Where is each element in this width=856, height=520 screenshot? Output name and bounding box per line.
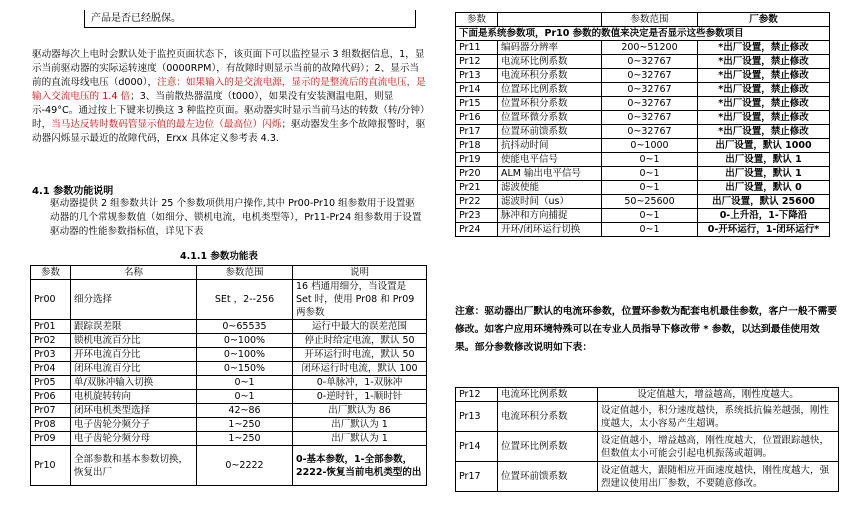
param-code: Pr24 [456, 223, 498, 237]
param-name: 电子齿轮分频分母 [71, 432, 197, 446]
param-range: 0~32767 [602, 125, 698, 139]
param-default: *出厂设置，禁止修改 [698, 69, 830, 83]
param-default: 出厂设置，默认 1000 [698, 139, 830, 153]
param-name: 开环电流百分比 [71, 348, 197, 362]
param-range: SEt ，2--256 [197, 280, 293, 320]
table-row [456, 432, 839, 462]
param-default: 出厂设置，默认 0 [698, 181, 830, 195]
param-default: *出厂设置，禁止修改 [698, 97, 830, 111]
param-name: 滤波使能 [498, 181, 602, 195]
param-range: 0~150% [197, 362, 293, 376]
param-range: 200~51200 [602, 41, 698, 55]
param-code: Pr21 [456, 181, 498, 195]
param-name: 电流环积分系数 [498, 402, 598, 432]
param-range: 0~1 [197, 376, 293, 390]
param-range: 0~1 [197, 390, 293, 404]
param-code: Pr07 [31, 404, 71, 418]
intro-text-3: ；驱动器发生多个故障报警时，驱动器闪烁显示最近的故障代码，Erxx 具体定义参考表 4.3. [32, 119, 426, 144]
table-row [456, 388, 839, 402]
table2-header-default: 厂参数 [698, 13, 830, 27]
param-name: 闭环电流百分比 [71, 362, 197, 376]
table-row [31, 418, 427, 432]
table-row [31, 334, 427, 348]
table2-header-name [498, 13, 602, 27]
table-row [456, 41, 830, 55]
param-default: 0-开环运行，1-闭环运行* [698, 223, 830, 237]
param-name: 电流环积分系数 [498, 69, 602, 83]
param-name: 电机旋转转向 [71, 390, 197, 404]
param-range: 1~250 [197, 418, 293, 432]
param-range: 0~1 [602, 181, 698, 195]
param-desc: 闭环运行时电流，默认 100 [293, 362, 427, 376]
table2-note: 下面是系统参数项，Pr10 参数的数值来决定是否显示这些参数项目 [456, 27, 830, 41]
param-range: 0~32767 [602, 111, 698, 125]
table1-header-row [31, 266, 427, 280]
table-row [456, 125, 830, 139]
table-row [31, 404, 427, 418]
param-name: 位置环微分系数 [498, 111, 602, 125]
table-row [456, 83, 830, 97]
param-desc: 16 档通用细分，当设置是 Set 时，使用 Pr08 和 Pr09 两参数 [293, 280, 427, 320]
table1-caption: 4.1.1 参数功能表 [180, 251, 258, 262]
table-row [456, 195, 830, 209]
param-code: Pr17 [456, 462, 498, 492]
param-code: Pr01 [31, 320, 71, 334]
param-range: 0~1 [602, 153, 698, 167]
table-row [456, 209, 830, 223]
param-default: 0-上升沿，1-下降沿 [698, 209, 830, 223]
param-default: *出厂设置，禁止修改 [698, 125, 830, 139]
intro-text-1: 驱动器每次上电时会默认处于监控页面状态下，该页面下可以监控显示 3 组数据信息，1，显示当前驱动器的实际运转速度（0000RPM），有故障时则显示当前的故障代码）；2、显示当前的直流母线电压（d000）， [32, 49, 425, 88]
param-desc: 0-逆时针，1-顺时针 [293, 390, 427, 404]
table2-header-range: 参数范围 [602, 13, 698, 27]
param-name: ALM 输出电平信号 [498, 167, 602, 181]
table-row [31, 432, 427, 446]
parameter-notes-table [455, 387, 839, 492]
param-code: Pr03 [31, 348, 71, 362]
param-code: Pr13 [456, 402, 498, 432]
param-code: Pr14 [456, 432, 498, 462]
table-row [456, 181, 830, 195]
param-range: 0~65535 [197, 320, 293, 334]
table-row [31, 390, 427, 404]
param-code: Pr02 [31, 334, 71, 348]
param-explanation: 设定值越大，增益越高，刚性度越大。 [598, 388, 839, 402]
section-paragraph: 驱动器提供 2 组参数共计 25 个参数项供用户操作,其中 Pr00-Pr10 组参数用于设置驱动器的几个常规参数值（如细分、锁机电流，电机类型等），Pr11-Pr24 组参数用于设置驱动器的性能参数指标值，详见下表 [50, 198, 422, 237]
param-name: 使能电平信号 [498, 153, 602, 167]
param-default: 出厂设置，默认 1 [698, 167, 830, 181]
param-name: 锁机电流百分比 [71, 334, 197, 348]
intro-note-red-2: 当马达反转时数码管显示值的最左边位（最高位）闪烁 [51, 119, 282, 130]
param-code: Pr00 [31, 280, 71, 320]
param-name: 滤波时间（us） [498, 195, 602, 209]
param-code: Pr22 [456, 195, 498, 209]
param-code: Pr05 [31, 376, 71, 390]
param-range: 0~32767 [602, 97, 698, 111]
param-code: Pr17 [456, 125, 498, 139]
param-name: 位置环前馈系数 [498, 462, 598, 492]
table-row [456, 139, 830, 153]
table-row [31, 320, 427, 334]
table-row [456, 153, 830, 167]
param-range: 0~100% [197, 334, 293, 348]
param-default: *出厂设置，禁止修改 [698, 55, 830, 69]
param-explanation: 设定值越大，跟随相应开面速度越快，刚性度越大，强烈建议使用出厂参数，不要随意修改。 [598, 462, 839, 492]
param-explanation: 设定值越小，增益越高，刚性度越大，位置跟踪越快，但数值太小可能会引起电机振荡或超调。 [598, 432, 839, 462]
param-code: Pr06 [31, 390, 71, 404]
table-row [456, 402, 839, 432]
table-row [456, 462, 839, 492]
param-name: 电子齿轮分频分子 [71, 418, 197, 432]
param-code: Pr23 [456, 209, 498, 223]
param-range: 0~32767 [602, 83, 698, 97]
param-default: *出厂设置，禁止修改 [698, 41, 830, 55]
param-range: 0~32767 [602, 69, 698, 83]
param-code: Pr11 [456, 41, 498, 55]
note-paragraph: 注意：驱动器出厂默认的电流环参数，位置环参数为配套电机最佳参数，客户一般不需要修改。如客户应用环境特殊可以在专业人员指导下修改带 * 参数，以达到最佳使用效果。部分参数修改说明如下表： [455, 306, 838, 353]
param-range: 1~250 [197, 432, 293, 446]
table1-header-desc: 说明 [293, 266, 427, 280]
param-name: 闭环电机类型选择 [71, 404, 197, 418]
table-row [456, 167, 830, 181]
intro-paragraph [32, 48, 426, 146]
param-code: Pr04 [31, 362, 71, 376]
param-name: 位置环比例系数 [498, 83, 602, 97]
table1-header-param: 参数 [31, 266, 71, 280]
top-box [84, 10, 416, 28]
param-name: 位置环比例系数 [498, 432, 598, 462]
table-row [456, 55, 830, 69]
table2-note-row [456, 27, 830, 41]
table-row [31, 348, 427, 362]
param-range: 0~1000 [602, 139, 698, 153]
param-code: Pr12 [456, 55, 498, 69]
table-row [31, 362, 427, 376]
param-name: 位置环前馈系数 [498, 125, 602, 139]
param-name: 单/双脉冲输入切换 [71, 376, 197, 390]
param-default: 出厂设置，默认 1 [698, 153, 830, 167]
param-desc: 开环运行时电流，默认 50 [293, 348, 427, 362]
param-name: 跟踪误差限 [71, 320, 197, 334]
param-name: 抗抖动时间 [498, 139, 602, 153]
table2-header-row [456, 13, 830, 27]
table-row [456, 111, 830, 125]
intro-note-red-1: 注意：如果输入的是交流电源，显示的是整流后的直流电压，是输入交流电压的 1.4 倍 [32, 77, 426, 102]
param-name: 电流环比例系数 [498, 388, 598, 402]
param-desc: 出厂默认为 1 [293, 432, 427, 446]
table-row [31, 376, 427, 390]
param-code: Pr12 [456, 388, 498, 402]
top-box-text: 产品是否已经脱保。 [91, 13, 181, 24]
param-desc: 出厂默认为 86 [293, 404, 427, 418]
param-range: 0~1 [602, 209, 698, 223]
table-row [31, 446, 427, 486]
param-default: 出厂设置，默认 25600 [698, 195, 830, 209]
param-desc: 运行中最大的误差范围 [293, 320, 427, 334]
param-code: Pr10 [31, 446, 71, 486]
param-code: Pr19 [456, 153, 498, 167]
param-name: 编码器分辨率 [498, 41, 602, 55]
param-range: 0~1 [602, 167, 698, 181]
param-range: 50~25600 [602, 195, 698, 209]
param-explanation: 设定值越小，积分速度越快，系统抵抗偏差越强，刚性度越大，太小容易产生超调。 [598, 402, 839, 432]
param-code: Pr16 [456, 111, 498, 125]
param-default: *出厂设置，禁止修改 [698, 111, 830, 125]
intro-text-2: ；3、当前散热器温度（t000），如果没有安装测温电阻，则显示-49°C。通过按上下键来切换这 3 种监控页面。驱动器实时显示当前马达的转数（转/分钟）时， [32, 91, 425, 130]
param-range: 0~1 [602, 223, 698, 237]
param-name: 脉冲和方向捕捉 [498, 209, 602, 223]
param-desc: 0-基本参数，1-全部参数，2222-恢复当前电机类型的出 [293, 446, 427, 486]
parameter-function-table [30, 265, 427, 486]
param-code: Pr08 [31, 418, 71, 432]
param-code: Pr15 [456, 97, 498, 111]
param-range: 0~2222 [197, 446, 293, 486]
system-parameter-table [455, 12, 830, 237]
table1-header-range: 参数范围 [197, 266, 293, 280]
param-code: Pr09 [31, 432, 71, 446]
table-row [456, 97, 830, 111]
param-default: *出厂设置，禁止修改 [698, 83, 830, 97]
param-desc: 0-单脉冲，1-双脉冲 [293, 376, 427, 390]
param-code: Pr18 [456, 139, 498, 153]
table-row [31, 280, 427, 320]
param-desc: 出厂默认为 1 [293, 418, 427, 432]
param-range: 42~86 [197, 404, 293, 418]
param-name: 位置环积分系数 [498, 97, 602, 111]
param-name: 全部参数和基本参数切换，恢复出厂 [71, 446, 197, 486]
table-row [456, 69, 830, 83]
table1-header-name: 名称 [71, 266, 197, 280]
table2-header-param: 参数 [456, 13, 498, 27]
param-name: 细分选择 [71, 280, 197, 320]
param-code: Pr13 [456, 69, 498, 83]
param-desc: 停止时给定电流，默认 50 [293, 334, 427, 348]
param-range: 0~100% [197, 348, 293, 362]
param-code: Pr20 [456, 167, 498, 181]
section-heading: 4.1 参数功能说明 [32, 186, 114, 197]
param-name: 开环/闭环运行切换 [498, 223, 602, 237]
table-row [456, 223, 830, 237]
param-name: 电流环比例系数 [498, 55, 602, 69]
param-range: 0~32767 [602, 55, 698, 69]
param-code: Pr14 [456, 83, 498, 97]
